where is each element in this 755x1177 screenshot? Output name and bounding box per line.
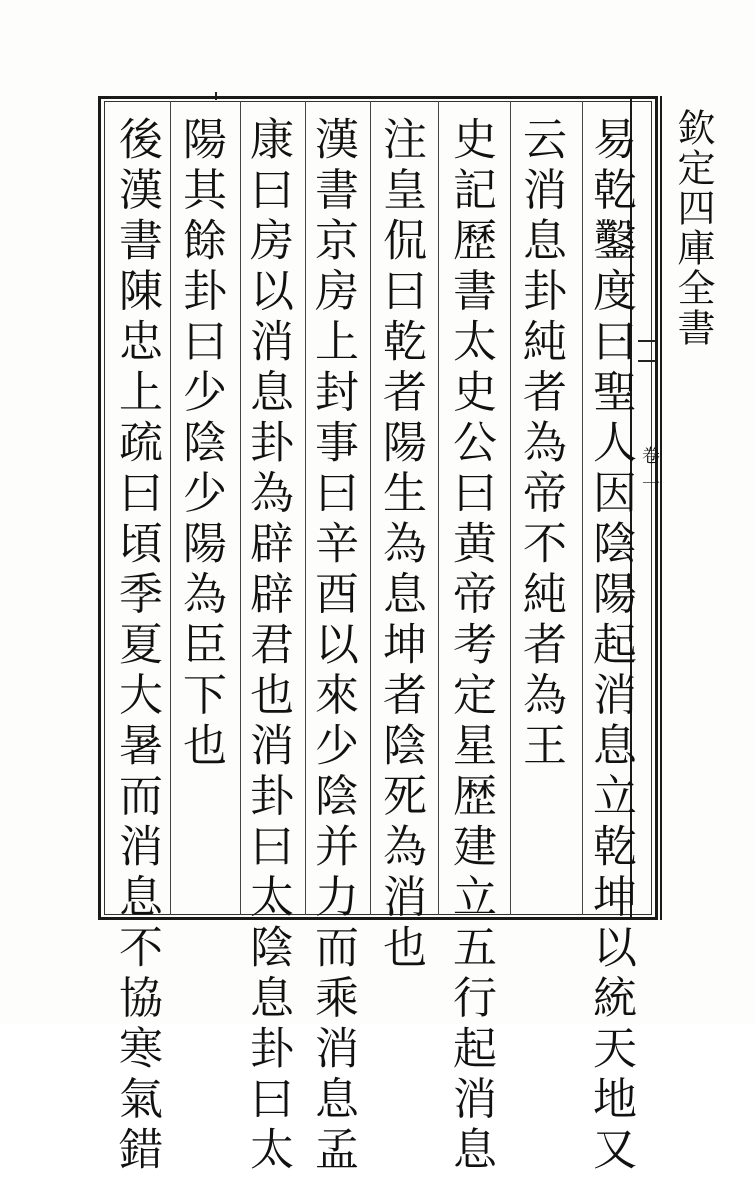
text-column-1: 易乾鑿度曰聖人因陰陽起消息立乾坤以統天地又: [585, 116, 636, 1177]
text-column-5: 漢書京房上封事曰辛酉以來少陰并力而乘消息孟: [307, 116, 358, 1177]
column-rule: [438, 101, 439, 915]
text-column-4: 注皇侃曰乾者陽生為息坤者陰死為消也: [375, 116, 426, 975]
margin-rule-right: [660, 96, 662, 920]
column-rule: [510, 101, 511, 915]
text-column-3: 史記歷書太史公曰黄帝考定星歴建立五行起消息: [445, 116, 496, 1177]
column-rule: [582, 101, 583, 915]
volume-label: 卷一: [639, 446, 660, 502]
column-rule: [370, 101, 371, 915]
text-column-7: 陽其餘卦曰少陰少陽為臣下也: [175, 116, 226, 773]
text-column-6: 康曰房以消息卦為辟辟君也消卦曰太陰息卦曰太: [242, 116, 293, 1177]
column-rule: [305, 101, 306, 915]
text-column-8: 後漢書陳忠上疏曰頃季夏大暑而消息不協寒氣錯: [111, 116, 162, 1177]
fishtail-mark: [638, 340, 656, 362]
book-title: 欽定四庫全書: [671, 108, 715, 348]
column-rule: [170, 101, 171, 915]
text-column-2: 云消息卦純者為帝不純者為王: [515, 116, 566, 773]
column-rule: [240, 101, 241, 915]
